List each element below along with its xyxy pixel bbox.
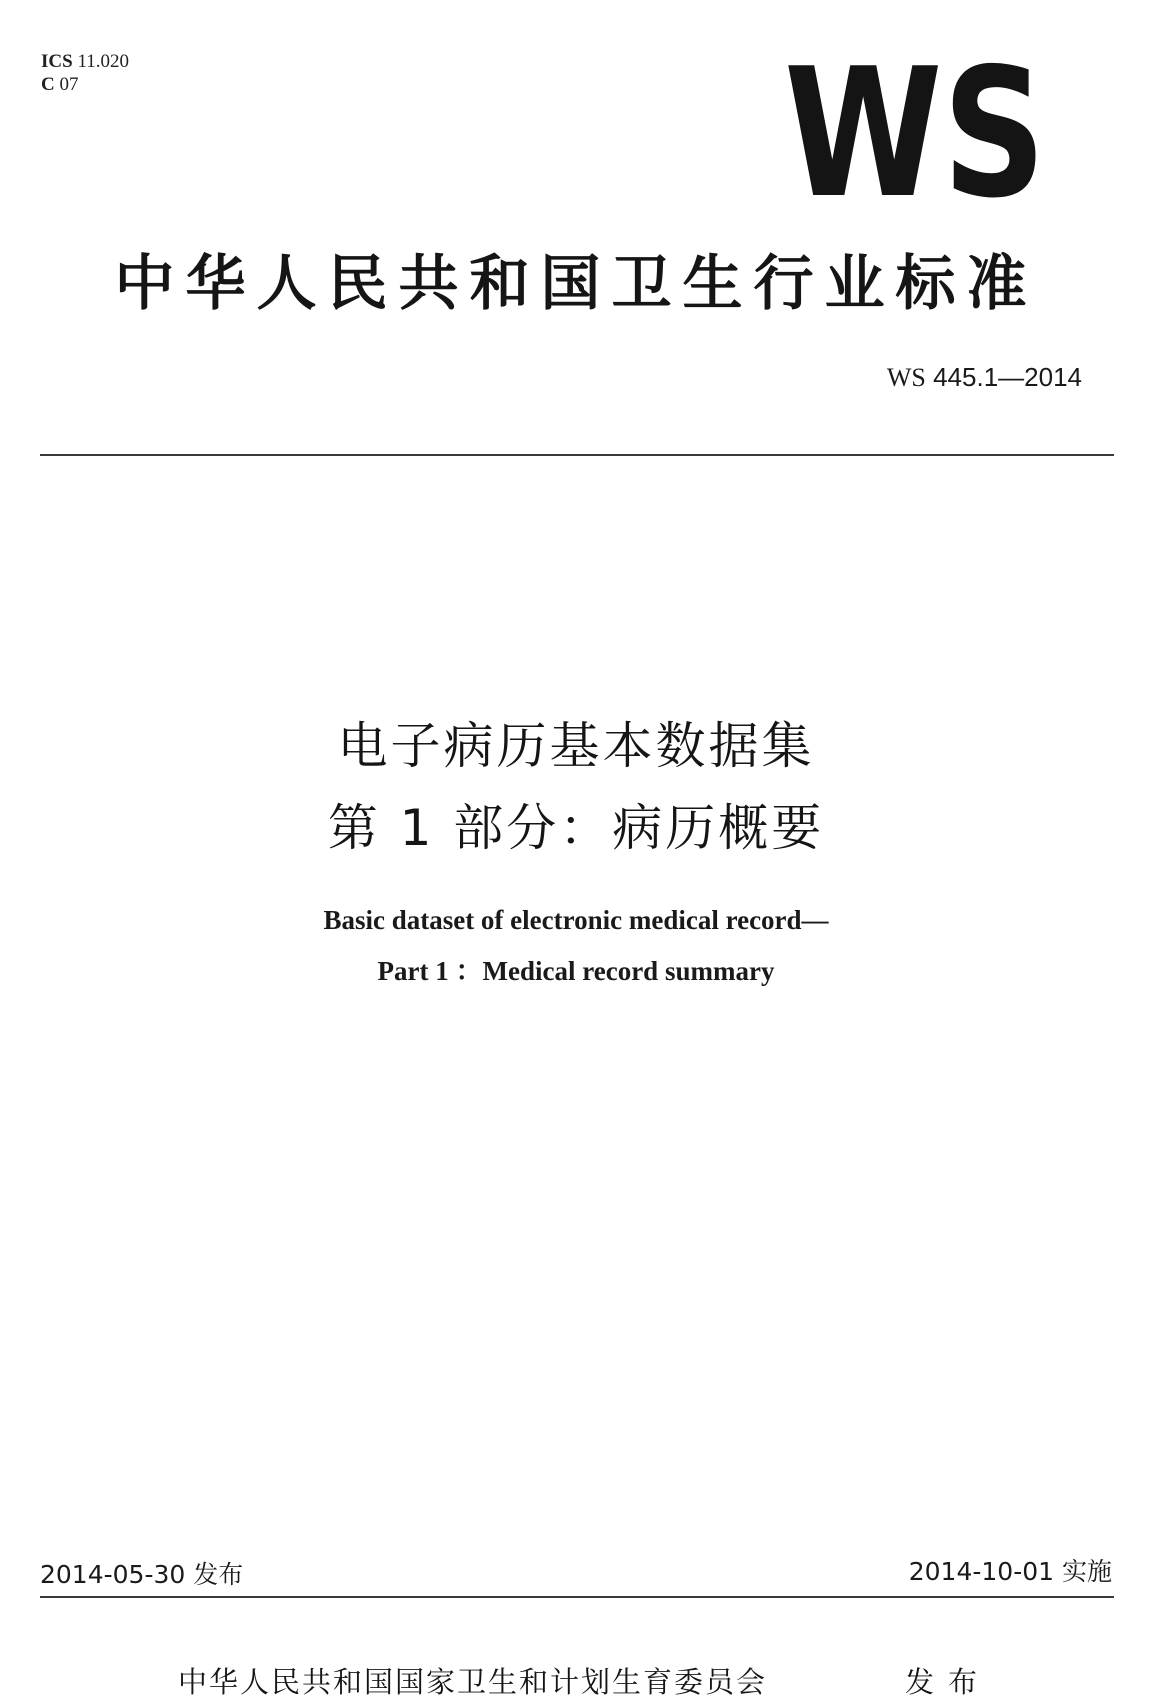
ccs-code: 07	[59, 74, 79, 95]
implementation-date: 2014-10-01 实施	[908, 1557, 1112, 1586]
issuing-authority: 中华人民共和国国家卫生和计划生育委员会	[178, 1665, 768, 1699]
title-en-line2: Part 1 ：Medical record summary	[377, 956, 775, 986]
issue-date: 2014-05-30 发布	[40, 1560, 244, 1589]
standard-number-prefix: WS	[886, 363, 926, 392]
ccs-line	[41, 73, 129, 96]
ics-label: ICS	[41, 51, 73, 72]
title-cn-line2: 第 1 部分：病历概要	[327, 799, 825, 857]
classification-codes	[41, 50, 129, 96]
ics-line	[41, 50, 129, 73]
standard-number-code: 445.1—2014	[933, 362, 1082, 392]
ws-logo-text: WS	[784, 30, 1046, 237]
standard-number	[887, 362, 1082, 393]
ccs-label: C	[41, 74, 55, 95]
bottom-divider	[40, 1596, 1114, 1598]
top-divider	[40, 454, 1114, 456]
issue-verb: 发布	[905, 1665, 992, 1699]
title-cn-line1: 电子病历基本数据集	[337, 717, 815, 775]
standard-category-title: 中华人民共和国卫生行业标准	[114, 249, 1038, 319]
ics-code: 11.020	[77, 51, 129, 72]
title-en-line1: Basic dataset of electronic medical record—	[323, 905, 829, 935]
ws-logo	[780, 30, 1050, 237]
